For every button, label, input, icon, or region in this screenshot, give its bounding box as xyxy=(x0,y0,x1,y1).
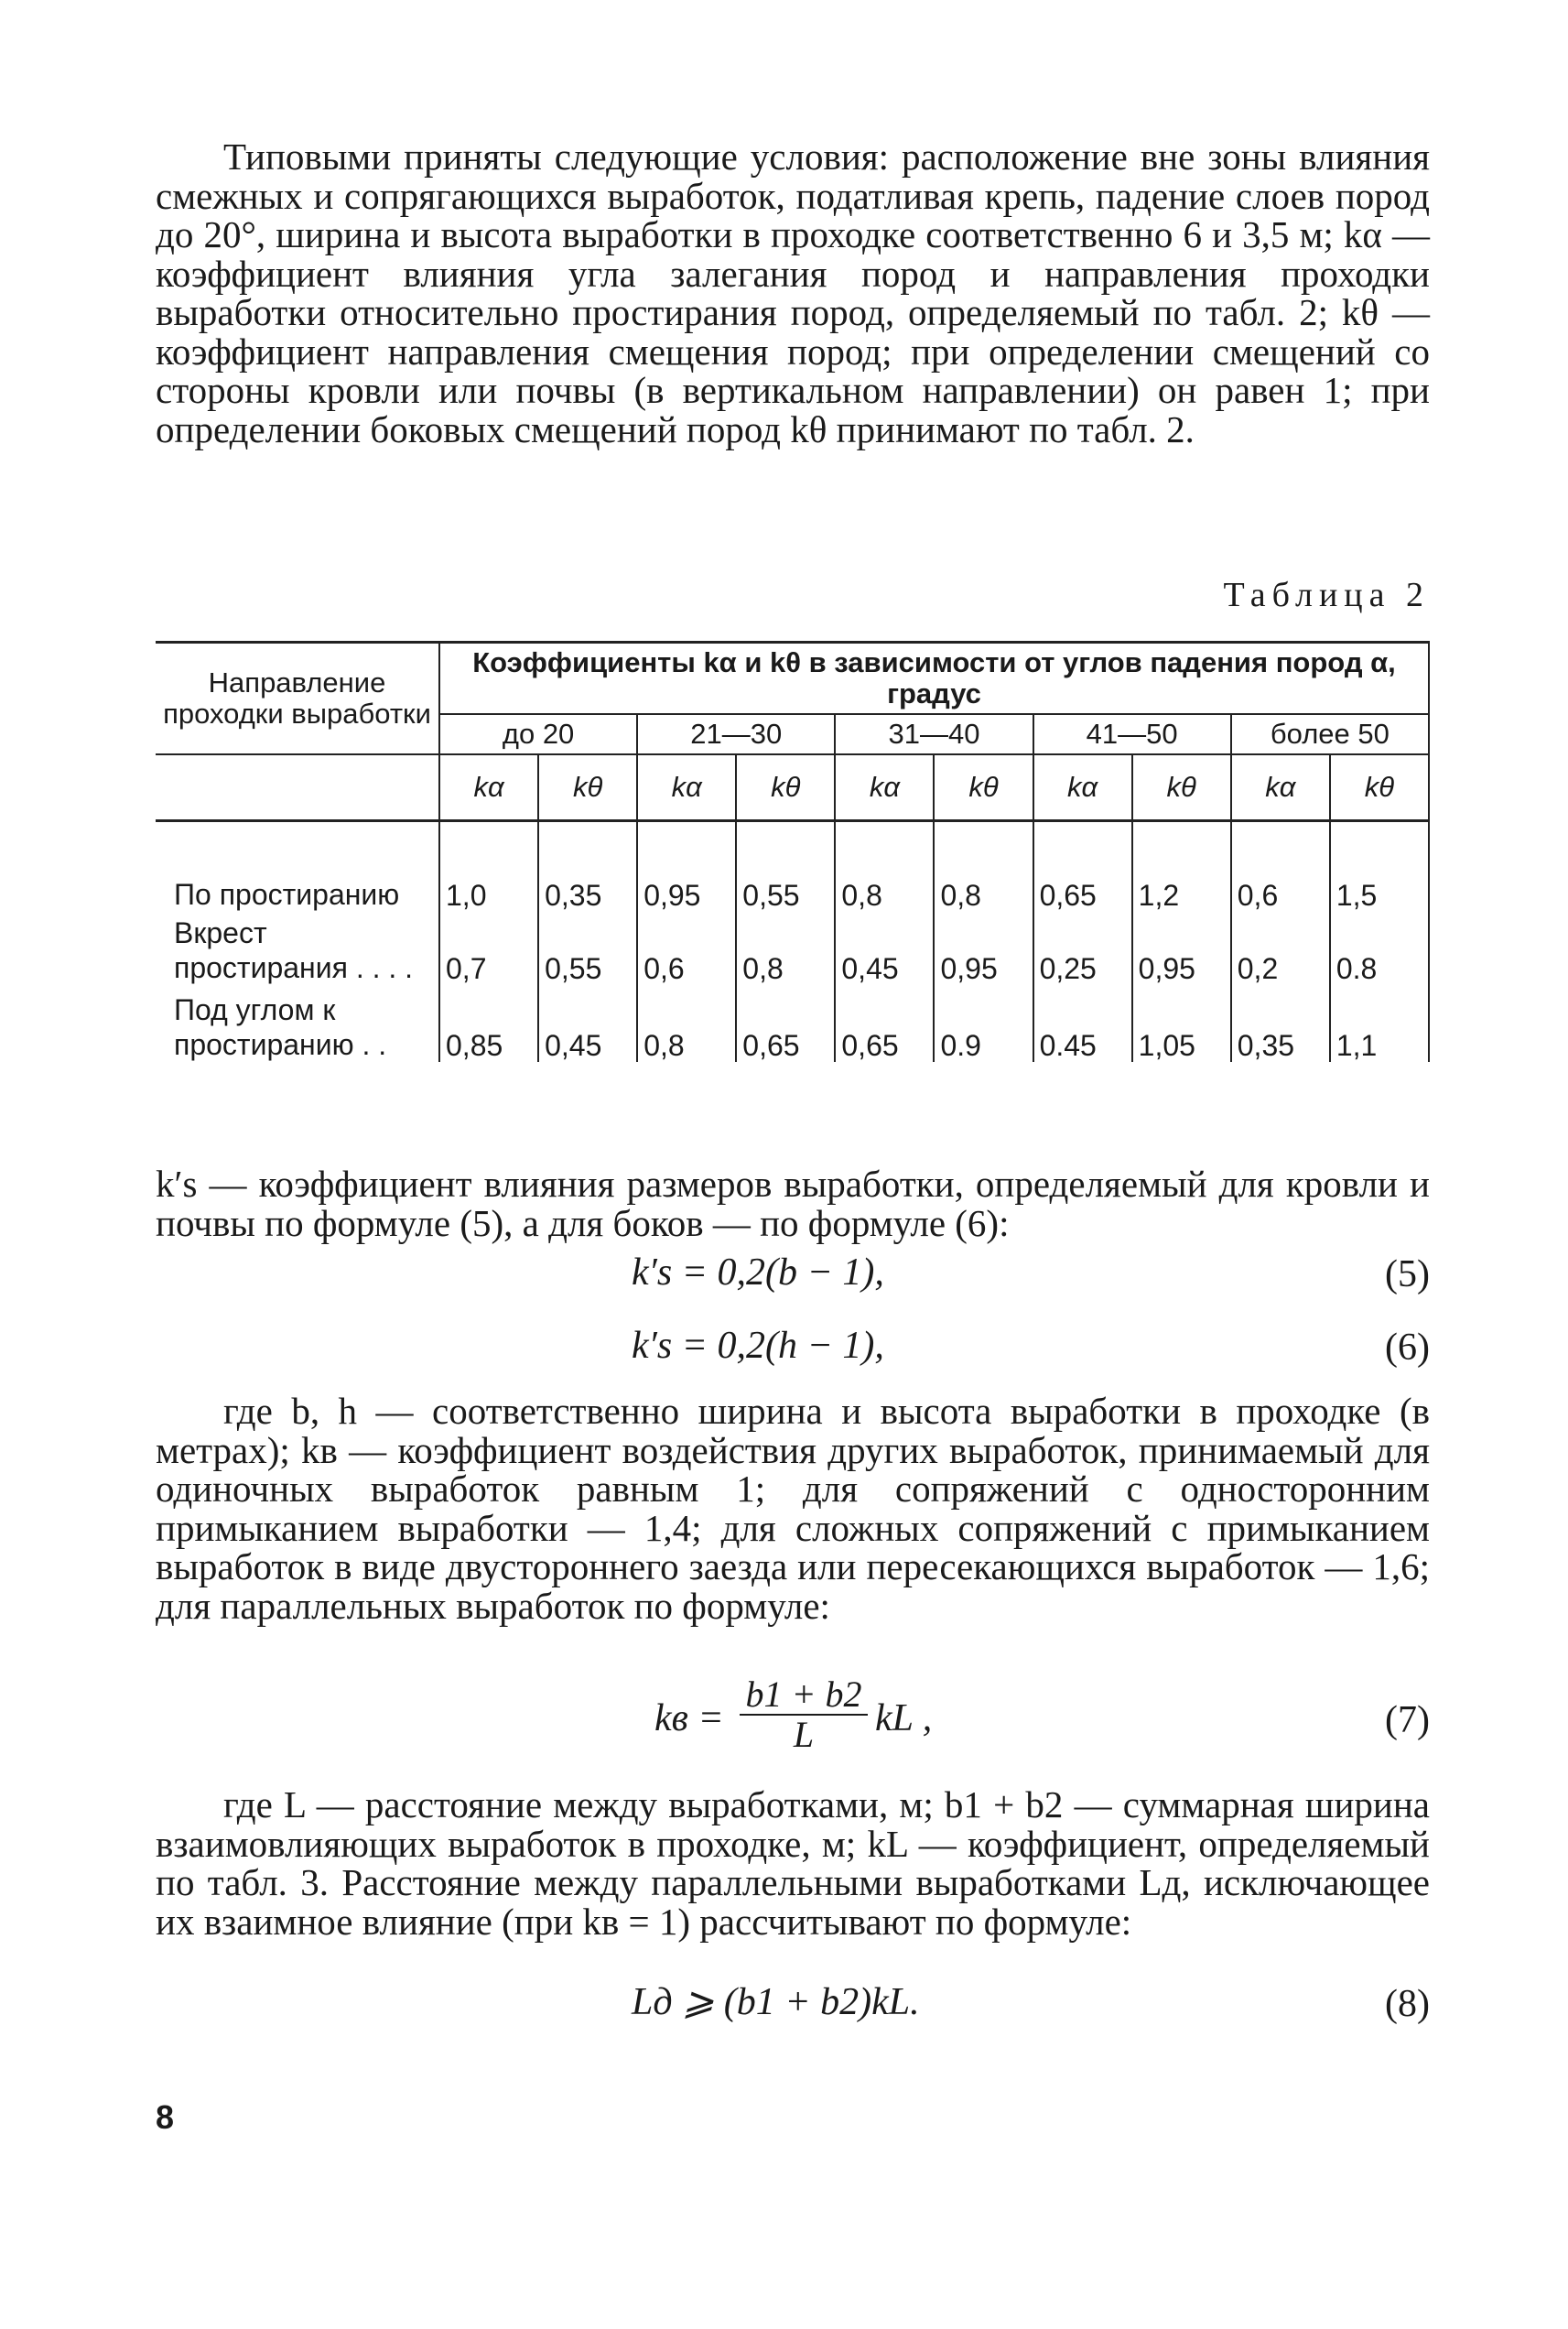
formula-7-number: (7) xyxy=(1385,1699,1430,1741)
table-cell: 0,8 xyxy=(835,821,934,913)
table-row xyxy=(156,821,1429,913)
angle-range: более 50 xyxy=(1231,714,1429,754)
direction-header: Направление проходки выработки xyxy=(156,643,439,755)
coefficients-table xyxy=(156,641,1430,1062)
formula-6: k′s = 0,2(h − 1), xyxy=(632,1325,884,1367)
table-cell: 0,7 xyxy=(439,912,538,985)
table-cell: 1,2 xyxy=(1132,821,1231,913)
row-label: Под углом к простиранию . . xyxy=(156,985,439,1062)
formula-8-number: (8) xyxy=(1385,1983,1430,2025)
table-cell: 0,6 xyxy=(1231,821,1330,913)
symbol-ka: kα xyxy=(1231,754,1330,821)
intro-paragraph: Типовыми приняты следующие условия: расположение вне зоны влияния смежных и сопрягающихся выработок, податливая крепь, падение слоев пород до 20°, ширина и высота выработки в проходке соответственно 6 и 3,5 м; kα — коэффициент влияния угла залегания пород и направления проходки выработки относительно простирания пород, определяемый по табл. 2; kθ — коэффициент направления смещения пород; при определении смещений со стороны кровли или почвы (в вертикальном направлении) он равен 1; при определении боковых смещений пород kθ принимают по табл. 2. xyxy=(156,135,1430,450)
table-cell: 0,55 xyxy=(736,821,835,913)
ks-paragraph: k′s — коэффициент влияния размеров выработки, определяемый для кровли и почвы по формуле (5), а для боков — по формуле (6): xyxy=(156,1163,1430,1244)
formula-7-numerator: b1 + b2 xyxy=(740,1675,868,1716)
table-cell: 0.9 xyxy=(934,985,1033,1062)
symbol-ka: kα xyxy=(439,754,538,821)
table-caption: Таблица 2 xyxy=(1223,576,1430,614)
table-cell: 0,25 xyxy=(1033,912,1132,985)
table-cell: 0,8 xyxy=(637,985,736,1062)
angle-range: 31—40 xyxy=(835,714,1033,754)
formula-6-number: (6) xyxy=(1385,1327,1430,1369)
table-cell: 0,2 xyxy=(1231,912,1330,985)
table-cell: 0,55 xyxy=(538,912,637,985)
table-cell: 0.8 xyxy=(1330,912,1429,985)
page-number: 8 xyxy=(156,2098,175,2136)
table-cell: 0,95 xyxy=(1132,912,1231,985)
row-label: По простиранию xyxy=(156,821,439,913)
table-row xyxy=(156,985,1429,1062)
formula-5-number: (5) xyxy=(1385,1253,1430,1295)
formula-7-denominator: L xyxy=(793,1714,815,1755)
table-cell: 0,95 xyxy=(934,912,1033,985)
symbol-kt: kθ xyxy=(538,754,637,821)
table-cell: 1,0 xyxy=(439,821,538,913)
angle-range: 21—30 xyxy=(637,714,835,754)
table-cell: 0,65 xyxy=(835,985,934,1062)
table-cell: 0.45 xyxy=(1033,985,1132,1062)
symbol-ka: kα xyxy=(637,754,736,821)
row-label: Вкрест простирания . . . . xyxy=(156,912,439,985)
l-paragraph: где L — расстояние между выработками, м; b1 + b2 — суммарная ширина взаимовлияющих выработок в проходке, м; kL — коэффициент, определяемый по табл. 3. Расстояние между параллельными выработками Lд, исключающее их взаимное влияние (при kв = 1) рассчитывают по формуле: xyxy=(156,1783,1430,1943)
symbol-kt: kθ xyxy=(1132,754,1231,821)
table-cell: 0,45 xyxy=(538,985,637,1062)
angle-range: 41—50 xyxy=(1033,714,1231,754)
kv-paragraph: где b, h — соответственно ширина и высота выработки в проходке (в метрах); kв — коэффициент воздействия других выработок, принимаемый для одиночных выработок равным 1; для сопряжений с односторонним примыканием выработки — 1,4; для сложных сопряжений с примыканием выработок в виде двустороннего заезда или пересекающихся выработок — 1,6; для параллельных выработок по формуле: xyxy=(156,1390,1430,1627)
table-cell: 0,8 xyxy=(934,821,1033,913)
symbol-row xyxy=(156,754,1429,821)
symbol-kt: kθ xyxy=(736,754,835,821)
formula-7-lhs: kв = xyxy=(654,1697,724,1739)
table-header-row xyxy=(156,643,1429,715)
table-cell: 0,8 xyxy=(736,912,835,985)
table-row xyxy=(156,912,1429,985)
formula-8: Lд ⩾ (b1 + b2)kL. xyxy=(632,1981,920,2023)
empty-header-cell xyxy=(156,754,439,821)
table-cell: 0,35 xyxy=(538,821,637,913)
group-header: Коэффициенты kα и kθ в зависимости от углов падения пород α, градус xyxy=(439,643,1429,715)
symbol-kt: kθ xyxy=(1330,754,1429,821)
angle-range: до 20 xyxy=(439,714,637,754)
formula-7-fraction xyxy=(740,1675,868,1754)
table-cell: 0,65 xyxy=(736,985,835,1062)
table-cell: 0,35 xyxy=(1231,985,1330,1062)
symbol-ka: kα xyxy=(835,754,934,821)
symbol-kt: kθ xyxy=(934,754,1033,821)
table-cell: 1,5 xyxy=(1330,821,1429,913)
table-cell: 0,95 xyxy=(637,821,736,913)
table-cell: 1,1 xyxy=(1330,985,1429,1062)
table-cell: 0,45 xyxy=(835,912,934,985)
formula-5: k′s = 0,2(b − 1), xyxy=(632,1251,884,1294)
symbol-ka: kα xyxy=(1033,754,1132,821)
table-cell: 1,05 xyxy=(1132,985,1231,1062)
table-cell: 0,85 xyxy=(439,985,538,1062)
table-cell: 0,6 xyxy=(637,912,736,985)
table-cell: 0,65 xyxy=(1033,821,1132,913)
formula-7-rhs: kL , xyxy=(875,1697,933,1739)
